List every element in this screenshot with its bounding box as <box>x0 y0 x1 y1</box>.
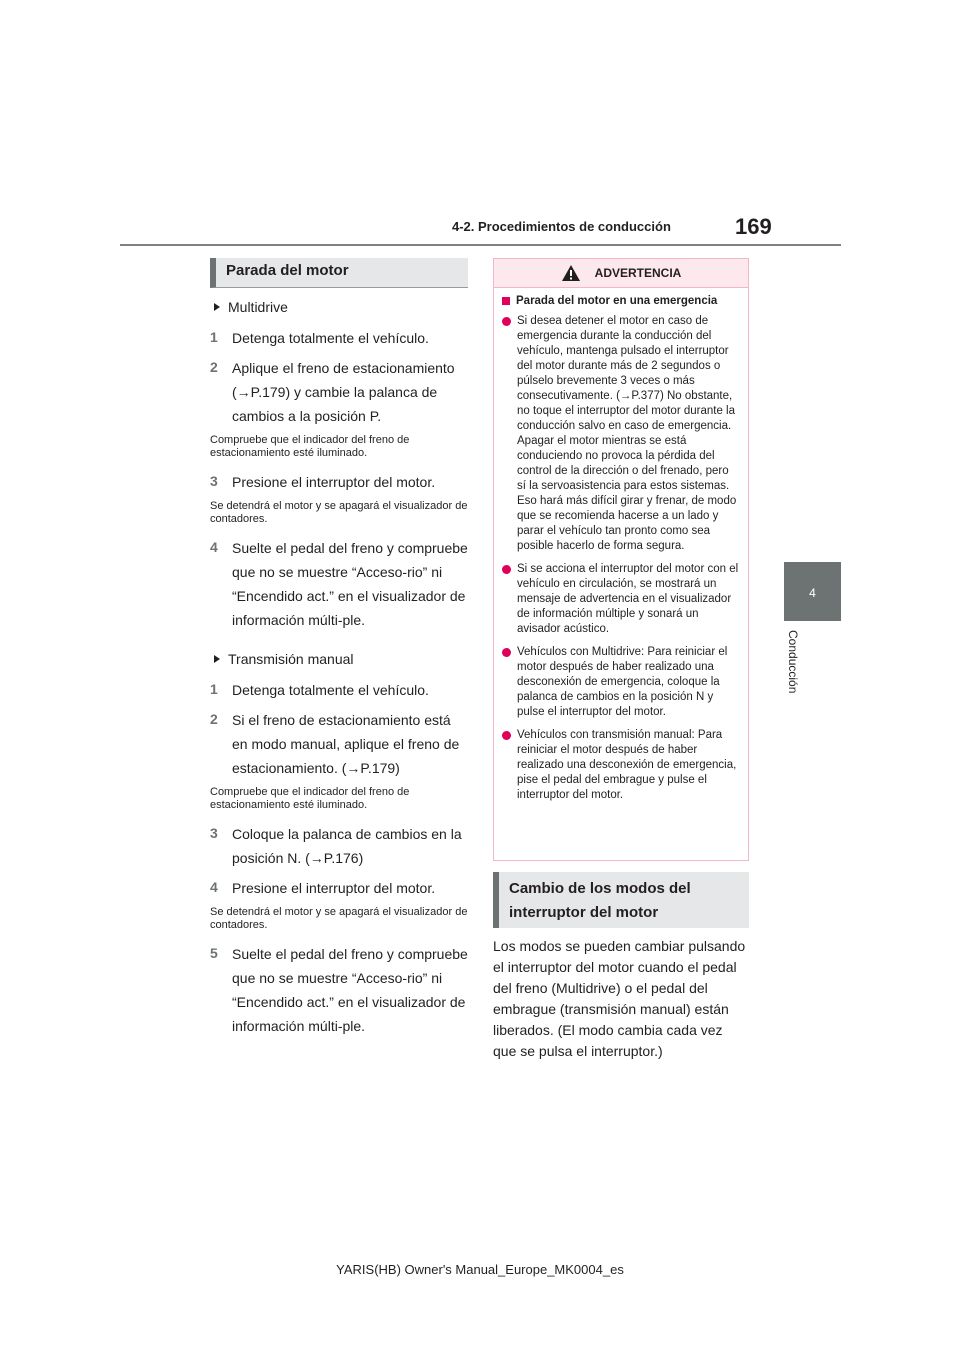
warning-header <box>494 259 748 288</box>
step-note: Compruebe que el indicador del freno de estacionamiento esté iluminado. <box>210 786 410 811</box>
circle-bullet-icon <box>502 317 511 326</box>
step-number: 2 <box>210 711 218 727</box>
step-note: Compruebe que el indicador del freno de estacionamiento esté iluminado. <box>210 434 410 459</box>
footer-text: YARIS(HB) Owner's Manual_Europe_MK0004_es <box>336 1262 624 1277</box>
square-bullet-icon <box>502 297 510 305</box>
body-paragraph: Los modos se pueden cambiar pulsando el interruptor del motor cuando el pedal del freno (Multidrive) o el pedal del embrague (transmisión manual) están liberados. (El modo cambia cada vez que se pulsa el interruptor.) <box>493 938 746 1059</box>
step <box>210 708 468 780</box>
warning-bullet <box>502 562 740 637</box>
step-text: Suelte el pedal del freno y compruebe que no se muestre “Acceso-rio” ni “Encendido act.” en el visualizador de información múlti-ple. <box>232 946 468 1034</box>
step-text: Coloque la palanca de cambios en la posición N. (→P.176) <box>232 826 462 866</box>
step-text: Detenga totalmente el vehículo. <box>232 330 429 346</box>
subsection-label: Transmisión manual <box>228 651 354 667</box>
warning-bullet-text: Vehículos con transmisión manual: Para reiniciar el motor después de haber realizado una desconexión de emergencia, pise el pedal del embrague y pulse el interruptor del motor. <box>517 729 737 801</box>
step-number: 1 <box>210 329 218 345</box>
step-text: Suelte el pedal del freno y compruebe que no se muestre “Acceso-rio” ni “Encendido act.” en el visualizador de información múlti-ple. <box>232 540 468 628</box>
step-number: 1 <box>210 681 218 697</box>
circle-bullet-icon <box>502 731 511 740</box>
warning-bullet <box>502 314 740 554</box>
step <box>210 942 468 1038</box>
triangle-bullet-icon <box>214 655 220 663</box>
warning-bullet-text: Si desea detener el motor en caso de emergencia durante la conducción del vehículo, mantenga pulsado el interruptor del motor durante más de 2 segundos o púlselo brevemente 3 veces o más consecutivamente. (→P.377) No obstante, no toque el interruptor del motor durante la conducción salvo en caso de emergencia. Apagar el motor mientras se está conduciendo no provoca la pérdida del control de la dirección o del frenado, pero sí la servoasistencia para estos sistemas. Eso hará más difícil girar y frenar, de modo que se recomienda hacerse a un lado y parar el vehículo tan pronto como sea posible hacerlo de forma segura. <box>517 315 737 552</box>
subsection-label: Multidrive <box>228 299 288 315</box>
step-number: 4 <box>210 539 218 555</box>
step <box>210 536 468 632</box>
step <box>210 822 468 870</box>
circle-bullet-icon <box>502 565 511 574</box>
page-number: 169 <box>735 214 772 239</box>
step-number: 4 <box>210 879 218 895</box>
step-note: Se detendrá el motor y se apagará el visualizador de contadores. <box>210 500 468 525</box>
step-text: Presione el interruptor del motor. <box>232 474 436 490</box>
step-text: Aplique el freno de estacionamiento (→P.179) y cambie la palanca de cambios a la posición P. <box>232 360 455 424</box>
step-text: Presione el interruptor del motor. <box>232 880 436 896</box>
step-number: 3 <box>210 825 218 841</box>
step-number: 2 <box>210 359 218 375</box>
step-text: Detenga totalmente el vehículo. <box>232 682 429 698</box>
step-number: 5 <box>210 945 218 961</box>
warning-bullet <box>502 645 740 720</box>
left-column <box>210 296 468 1044</box>
step <box>210 876 468 900</box>
warning-subtitle <box>502 294 740 309</box>
warning-box <box>493 258 749 861</box>
step <box>210 326 468 350</box>
section-label: 4-2. Procedimientos de conducción <box>452 219 671 234</box>
warning-bullet-text: Si se acciona el interruptor del motor con el vehículo en circulación, se mostrará un mensaje de advertencia en el visualizador de información múltiple y sonará un avisador acústico. <box>517 563 739 635</box>
warning-body <box>494 288 748 803</box>
triangle-bullet-icon <box>214 303 220 311</box>
subsection-manual <box>210 648 468 670</box>
step <box>210 356 468 428</box>
warning-bullet <box>502 728 740 803</box>
circle-bullet-icon <box>502 648 511 657</box>
step <box>210 678 468 702</box>
warning-bullet-text: Vehículos con Multidrive: Para reiniciar el motor después de haber realizado una desconexión de emergencia, coloque la palanca de cambios en la posición N y pulse el interruptor del motor. <box>517 646 728 718</box>
step-number: 3 <box>210 473 218 489</box>
subsection-multidrive <box>210 296 468 318</box>
header-rule <box>120 244 841 246</box>
warning-subtitle-text: Parada del motor en una emergencia <box>516 295 718 307</box>
warning-title: ADVERTENCIA <box>594 266 682 280</box>
step-text: Si el freno de estacionamiento está en modo manual, aplique el freno de estacionamiento. (→P.179) <box>232 712 460 776</box>
chapter-tab: 4 <box>784 562 841 621</box>
chapter-title: Conducción <box>786 630 800 694</box>
section-heading-cambio: Cambio de los modos del interruptor del motor <box>493 872 749 928</box>
step <box>210 470 468 494</box>
section-heading-parada: Parada del motor <box>210 258 468 288</box>
warning-triangle-icon <box>561 264 581 282</box>
step-note: Se detendrá el motor y se apagará el visualizador de contadores. <box>210 906 468 931</box>
